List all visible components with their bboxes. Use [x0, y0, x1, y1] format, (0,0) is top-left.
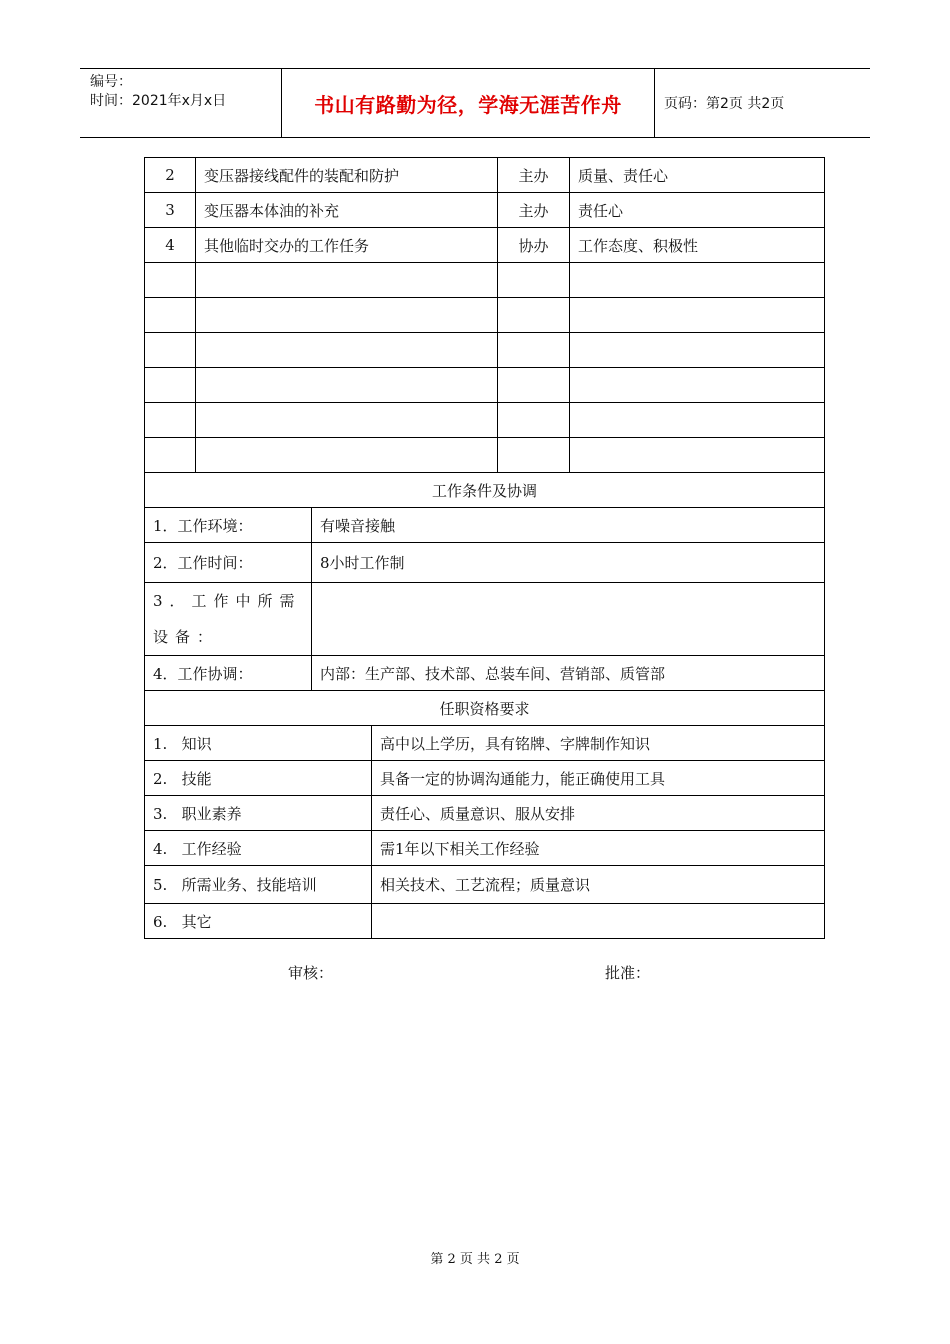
- task-content: 变压器本体油的补充: [196, 193, 498, 228]
- task-role: 主办: [498, 193, 570, 228]
- task-requirement: [570, 298, 825, 333]
- task-no: [145, 298, 196, 333]
- table-row: [145, 656, 825, 691]
- task-requirement: [570, 263, 825, 298]
- task-requirement: 责任心: [570, 193, 825, 228]
- task-no: [145, 368, 196, 403]
- qualifications-table: [144, 690, 825, 939]
- task-role: 主办: [498, 158, 570, 193]
- condition-label: 4．工作协调：: [145, 656, 312, 691]
- qualification-value: [372, 904, 825, 939]
- task-content: [196, 333, 498, 368]
- condition-value: 内部：生产部、技术部、总装车间、营销部、质管部: [312, 656, 825, 691]
- qualification-label: 5. 所需业务、技能培训: [145, 866, 372, 904]
- task-content: [196, 403, 498, 438]
- condition-value: [312, 583, 825, 656]
- qualification-label: 6. 其它: [145, 904, 372, 939]
- table-row: [145, 158, 825, 193]
- table-row: [145, 726, 825, 761]
- condition-label: 1．工作环境：: [145, 508, 312, 543]
- task-role: [498, 263, 570, 298]
- page-footer: 第 2 页 共 2 页: [430, 1252, 520, 1267]
- table-row: [145, 583, 825, 656]
- task-no: [145, 403, 196, 438]
- task-requirement: 工作态度、积极性: [570, 228, 825, 263]
- task-requirement: 质量、责任心: [570, 158, 825, 193]
- task-requirement: [570, 368, 825, 403]
- task-content: [196, 438, 498, 473]
- table-row: [145, 298, 825, 333]
- conditions-table: [144, 472, 825, 691]
- task-role: 协办: [498, 228, 570, 263]
- page-header: [80, 68, 870, 138]
- task-role: [498, 298, 570, 333]
- table-row: [145, 403, 825, 438]
- task-no: [145, 438, 196, 473]
- review-label: 审核：: [288, 964, 334, 982]
- task-content: [196, 368, 498, 403]
- task-role: [498, 368, 570, 403]
- table-row: [145, 333, 825, 368]
- motto: 书山有路勤为径，学海无涯苦作舟: [314, 92, 622, 117]
- task-content: [196, 298, 498, 333]
- qualification-value: 责任心、质量意识、服从安排: [372, 796, 825, 831]
- task-rows: [145, 158, 825, 473]
- qualification-value: 高中以上学历，具有铭牌、字牌制作知识: [372, 726, 825, 761]
- table-row: [145, 866, 825, 904]
- qualification-label: 4. 工作经验: [145, 831, 372, 866]
- task-no: 4: [145, 228, 196, 263]
- conditions-title: 工作条件及协调: [145, 473, 825, 508]
- table-row: [145, 438, 825, 473]
- header-page-cell: [664, 69, 870, 137]
- task-content: [196, 263, 498, 298]
- table-row: [145, 796, 825, 831]
- table-row: [145, 904, 825, 939]
- code-label: 编号：: [90, 74, 132, 90]
- job-description-table: [144, 157, 824, 939]
- qualification-label: 1. 知识: [145, 726, 372, 761]
- qualification-value: 需1年以下相关工作经验: [372, 831, 825, 866]
- task-content: 变压器接线配件的装配和防护: [196, 158, 498, 193]
- task-no: 2: [145, 158, 196, 193]
- table-row: [145, 193, 825, 228]
- task-no: [145, 333, 196, 368]
- section-header-row: [145, 691, 825, 726]
- date-label: 时间：2021年x月x日: [90, 93, 227, 109]
- table-row: [145, 263, 825, 298]
- section-header-row: [145, 473, 825, 508]
- approve-label: 批准：: [605, 964, 651, 982]
- task-no: [145, 263, 196, 298]
- table-row: [145, 543, 825, 583]
- page-label: 页码：第2页 共2页: [664, 96, 785, 112]
- task-requirement: [570, 438, 825, 473]
- table-row: [145, 831, 825, 866]
- header-motto-cell: [282, 69, 655, 137]
- table-row: [145, 761, 825, 796]
- qualification-value: 具备一定的协调沟通能力，能正确使用工具: [372, 761, 825, 796]
- condition-value: 8小时工作制: [312, 543, 825, 583]
- condition-label-cell: [145, 583, 312, 656]
- task-no: 3: [145, 193, 196, 228]
- qualification-value: 相关技术、工艺流程；质量意识: [372, 866, 825, 904]
- qualifications-title: 任职资格要求: [145, 691, 825, 726]
- condition-label: 3．工作中所需设备：: [153, 592, 302, 646]
- table-row: [145, 508, 825, 543]
- condition-value: 有噪音接触: [312, 508, 825, 543]
- task-content: 其他临时交办的工作任务: [196, 228, 498, 263]
- task-requirement: [570, 403, 825, 438]
- qualification-label: 2. 技能: [145, 761, 372, 796]
- table-row: [145, 368, 825, 403]
- task-role: [498, 403, 570, 438]
- condition-label: 2．工作时间：: [145, 543, 312, 583]
- task-role: [498, 333, 570, 368]
- qualification-label: 3. 职业素养: [145, 796, 372, 831]
- header-meta: [80, 69, 282, 137]
- task-role: [498, 438, 570, 473]
- table-row: [145, 228, 825, 263]
- task-requirement: [570, 333, 825, 368]
